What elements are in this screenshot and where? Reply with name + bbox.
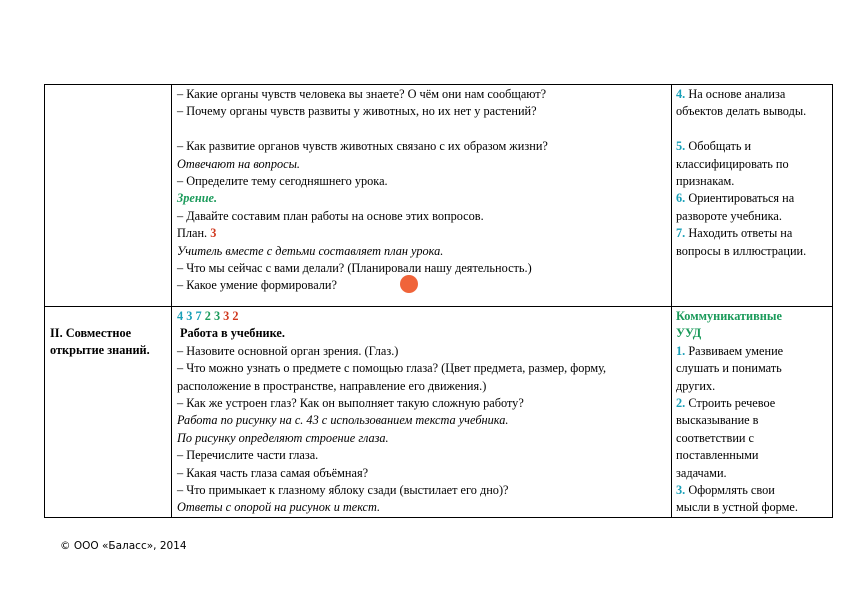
skill-item [676,499,798,516]
uud-title: Коммуникативные [676,309,782,323]
activity-note: По рисунку определяют строение глаза. [177,430,389,445]
skill-text: Оформлять свои [688,482,775,497]
skill-item [676,395,798,412]
table-top-border [44,84,833,85]
lesson-table [44,84,833,518]
bottom-middle-cell [177,308,606,517]
bottom-right-cell [676,308,798,517]
activity-note: Ответы с опорой на рисунок и текст. [177,500,381,515]
digit-code: 3 [223,309,230,323]
question-line: – Почему органы чувств развиты у животных, но их нет у растений? [177,104,537,119]
digit-code: 4 [177,309,184,323]
marker-dot [400,275,418,293]
table-divider-2 [671,84,672,518]
question-line: – Назовите основной орган зрения. (Глаз.) [177,343,399,358]
top-middle-cell [177,86,548,295]
skill-number: 6. [676,191,686,206]
digit-code: 2 [204,309,211,323]
uud-title: УУД [676,326,702,341]
skill-item [676,447,798,464]
stage-title [50,325,150,360]
skill-text: соответствии с [676,430,755,445]
table-border-right [832,84,833,518]
skill-text: других. [676,378,716,393]
table-border-left [44,84,45,518]
digit-code: 3 [186,309,193,323]
row-divider [44,306,833,307]
skill-item [676,430,798,447]
skill-item [676,225,806,242]
table-bottom-border [44,517,833,518]
skill-text: развороте учебника. [676,208,782,223]
stage-title-line: II. Совместное [50,326,132,340]
skill-text: Обобщать и [688,139,752,154]
skill-number: 2. [676,395,686,410]
skill-text: объектов делать выводы. [676,104,807,119]
section-heading: Работа в учебнике. [180,326,285,341]
skill-item [676,465,798,482]
skill-text: Строить речевое [688,395,776,410]
question-line: – Что можно узнать о предмете с помощью глаза? (Цвет предмета, размер, форму, [177,361,607,376]
activity-note: Работа по рисунку на с. 43 с использованием текста учебника. [177,413,509,428]
skill-number: 5. [676,139,686,154]
skill-number: 7. [676,226,686,241]
skill-text: мысли в устной форме. [676,500,798,515]
question-line: – Какая часть глаза самая объёмная? [177,465,369,480]
table-divider-1 [171,84,172,518]
copyright-footer: © ООО «Баласс», 2014 [60,540,187,552]
question-line: – Что мы сейчас с вами делали? (Планировали нашу деятельность.) [177,260,532,275]
skill-item [676,343,798,360]
skill-text: вопросы в иллюстрации. [676,243,807,258]
question-line: – Что примыкает к глазному яблоку сзади (выстилает его дно)? [177,482,509,497]
teacher-action: Учитель вместе с детьми составляет план урока. [177,243,444,258]
question-line: – Перечислите части глаза. [177,448,319,463]
skill-number: 3. [676,482,686,497]
question-line: – Какие органы чувств человека вы знаете? О чём они нам сообщают? [177,87,547,101]
stage-title-line: открытие знаний. [50,343,150,358]
digit-codes [177,308,606,325]
blank-line [676,121,806,138]
top-right-cell [676,86,806,260]
skill-text: высказывание в [676,413,759,428]
question-line: расположение в пространстве, направление его движения.) [177,378,487,393]
skill-item [676,482,798,499]
question-line: – Как же устроен глаз? Как он выполняет такую сложную работу? [177,395,524,410]
skill-item [676,173,806,190]
skill-item [676,378,798,395]
question-line: – Как развитие органов чувств животных связано с их образом жизни? [177,139,548,154]
skill-number: 4. [676,87,686,101]
plan-label: План. [177,226,208,241]
skill-text: слушать и понимать [676,361,782,376]
skill-item [676,138,806,155]
skill-text: классифицировать по [676,156,789,171]
plan-number: 3 [210,226,217,241]
skill-item [676,190,806,207]
question-line: – Определите тему сегодняшнего урока. [177,173,388,188]
skill-text: Находить ответы на [688,226,793,241]
skill-item [676,208,806,225]
skill-item [676,103,806,120]
skill-text: признакам. [676,173,735,188]
skill-item [676,412,798,429]
skill-number: 1. [676,343,686,358]
skill-item [676,360,798,377]
lesson-topic: Зрение. [177,191,218,206]
question-line: – Давайте составим план работы на основе этих вопросов. [177,208,484,223]
student-action: Отвечают на вопросы. [177,156,300,171]
plan-line [177,225,548,242]
skill-text: Развиваем умение [688,343,784,358]
skill-item [676,156,806,173]
skill-text: Ориентироваться на [688,191,795,206]
skill-text: поставленными [676,448,759,463]
blank-line [177,121,548,138]
digit-code: 2 [232,309,239,323]
digit-code: 7 [195,309,202,323]
skill-item [676,243,806,260]
skill-text: задачами. [676,465,727,480]
skill-text: На основе анализа [688,87,786,101]
question-line: – Какое умение формировали? [177,278,337,293]
digit-code: 3 [213,309,221,323]
skill-item [676,86,806,103]
